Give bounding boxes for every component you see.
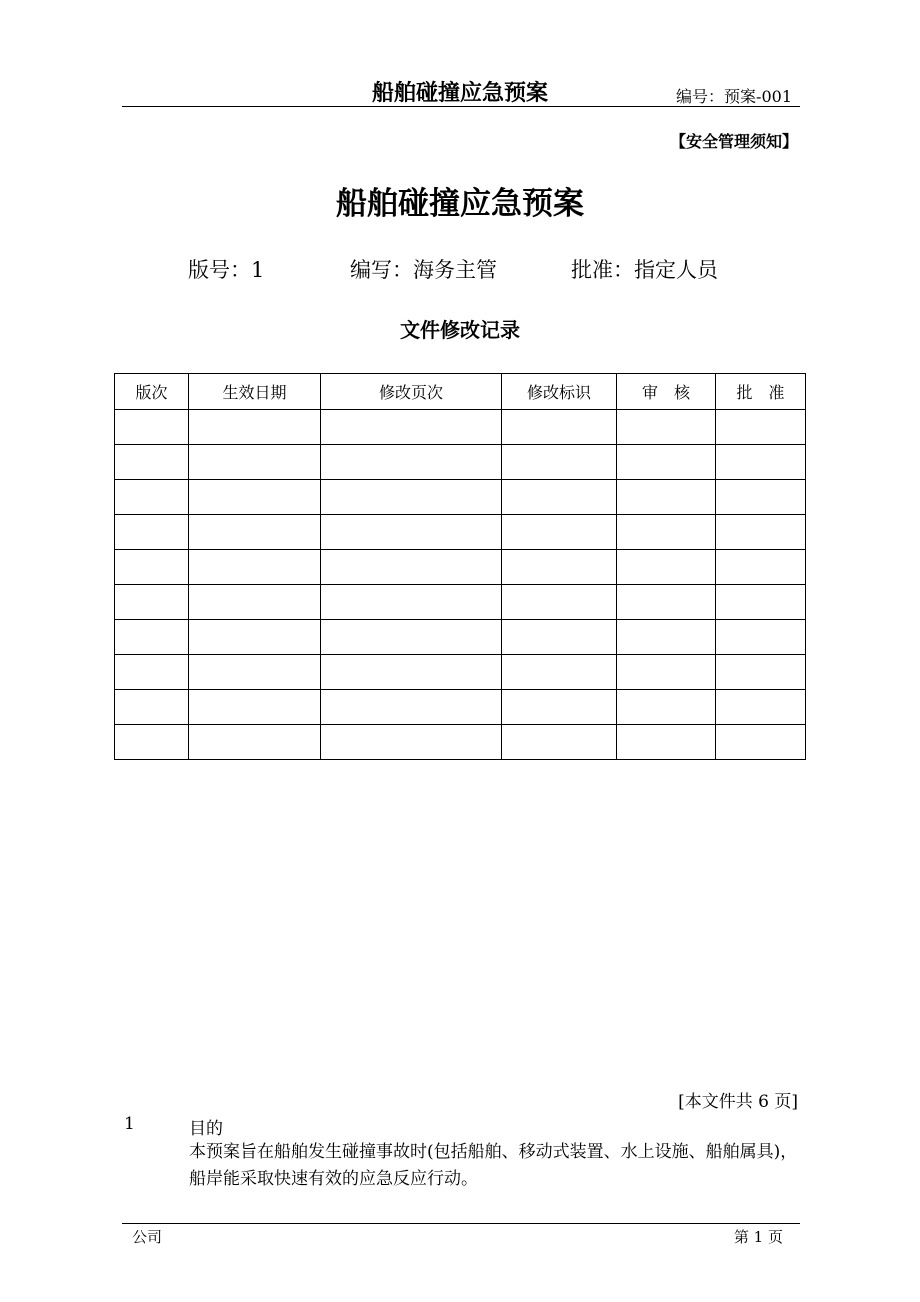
- table-cell: [115, 585, 189, 620]
- table-cell: [502, 550, 617, 585]
- table-cell: [321, 445, 502, 480]
- table-cell: [115, 550, 189, 585]
- page-count: [本文件共 6 页]: [678, 1092, 798, 1112]
- table-cell: [321, 620, 502, 655]
- table-cell: [502, 445, 617, 480]
- version-info: 版号：1: [188, 258, 265, 282]
- section-number: 1: [124, 1114, 135, 1134]
- table-cell: [115, 655, 189, 690]
- table-cell: [502, 515, 617, 550]
- table-row: [115, 515, 806, 550]
- table-cell: [617, 445, 716, 480]
- table-cell: [115, 515, 189, 550]
- table-cell: [321, 585, 502, 620]
- table-cell: [321, 410, 502, 445]
- table-cell: [115, 445, 189, 480]
- table-cell: [502, 690, 617, 725]
- table-cell: [189, 480, 321, 515]
- table-cell: [189, 655, 321, 690]
- header-title: 船舶碰撞应急预案: [371, 81, 548, 106]
- table-cell: [716, 690, 806, 725]
- table-cell: [115, 690, 189, 725]
- footer-divider: [122, 1223, 800, 1224]
- column-header: 修改标识: [502, 374, 617, 410]
- section-heading: 目的: [189, 1119, 223, 1139]
- approver-info: 批准：指定人员: [571, 258, 718, 282]
- table-cell: [502, 655, 617, 690]
- table-cell: [502, 725, 617, 760]
- table-cell: [321, 690, 502, 725]
- table-cell: [617, 690, 716, 725]
- table-row: [115, 445, 806, 480]
- table-cell: [321, 480, 502, 515]
- table-cell: [617, 515, 716, 550]
- table-cell: [115, 620, 189, 655]
- table-cell: [617, 480, 716, 515]
- revision-record-title: 文件修改记录: [400, 318, 520, 342]
- table-row: [115, 480, 806, 515]
- table-cell: [716, 480, 806, 515]
- table-cell: [189, 585, 321, 620]
- table-row: [115, 655, 806, 690]
- table-cell: [189, 515, 321, 550]
- table-header-row: [115, 374, 806, 410]
- table-row: [115, 550, 806, 585]
- table-cell: [502, 620, 617, 655]
- table-cell: [189, 690, 321, 725]
- table-cell: [115, 480, 189, 515]
- header-divider: [122, 106, 800, 107]
- column-header: 审 核: [617, 374, 716, 410]
- table-row: [115, 690, 806, 725]
- column-header: 修改页次: [321, 374, 502, 410]
- column-header: 批 准: [716, 374, 806, 410]
- table-cell: [321, 515, 502, 550]
- table-cell: [189, 445, 321, 480]
- table-row: [115, 725, 806, 760]
- table-cell: [716, 725, 806, 760]
- table-cell: [502, 480, 617, 515]
- column-header: 生效日期: [189, 374, 321, 410]
- table-cell: [189, 620, 321, 655]
- revision-record-table: [114, 373, 806, 760]
- table-row: [115, 410, 806, 445]
- table-cell: [617, 410, 716, 445]
- notice-label: 【安全管理须知】: [669, 132, 798, 151]
- author-info: 编写：海务主管: [350, 258, 497, 282]
- table-cell: [189, 410, 321, 445]
- table-row: [115, 620, 806, 655]
- table-cell: [617, 620, 716, 655]
- table-cell: [716, 620, 806, 655]
- page-title: 船舶碰撞应急预案: [336, 186, 584, 222]
- section-body: 本预案旨在船舶发生碰撞事故时(包括船舶、移动式装置、水上设施、船舶属具)，船岸能采取快速有效的应急反应行动。: [189, 1142, 798, 1189]
- document-code: 编号：预案-001: [676, 87, 792, 106]
- table-cell: [321, 550, 502, 585]
- table-cell: [115, 410, 189, 445]
- table-cell: [617, 655, 716, 690]
- table-cell: [716, 585, 806, 620]
- table-cell: [716, 410, 806, 445]
- table-cell: [502, 585, 617, 620]
- table-cell: [321, 725, 502, 760]
- table-cell: [189, 550, 321, 585]
- table-cell: [617, 585, 716, 620]
- table-cell: [716, 445, 806, 480]
- column-header: 版次: [115, 374, 189, 410]
- footer-page-number: 第 1 页: [733, 1228, 783, 1246]
- table-row: [115, 585, 806, 620]
- table-cell: [617, 725, 716, 760]
- table-cell: [321, 655, 502, 690]
- table-cell: [617, 550, 716, 585]
- table-cell: [716, 550, 806, 585]
- table-cell: [716, 655, 806, 690]
- table-cell: [716, 515, 806, 550]
- footer-company: 公司: [132, 1228, 163, 1246]
- table-cell: [115, 725, 189, 760]
- table-cell: [189, 725, 321, 760]
- table-body: [115, 410, 806, 760]
- table-cell: [502, 410, 617, 445]
